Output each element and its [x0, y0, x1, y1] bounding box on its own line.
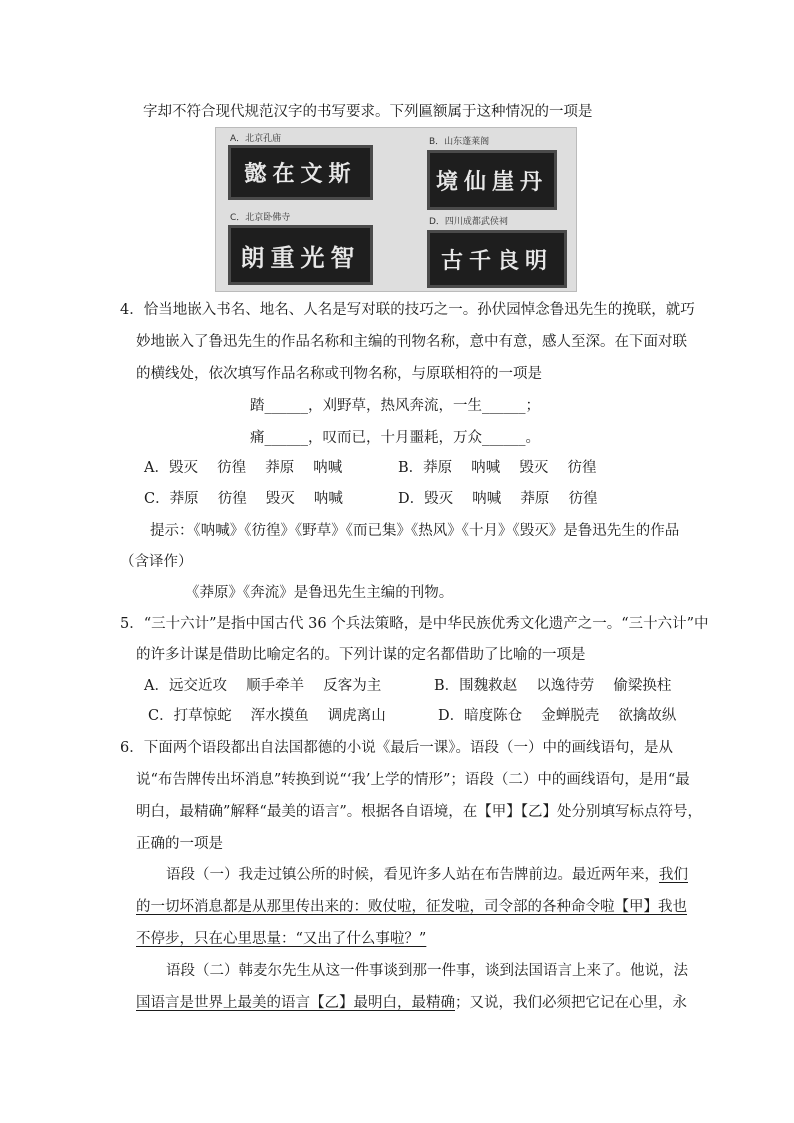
- passage-2-text: ；又说，我们必须把它记在心里，永: [455, 995, 687, 1011]
- passage-1-line-1: [166, 865, 688, 885]
- q5-line-1: 5．“三十六计”是指中国古代 36 个兵法策略，是中华民族优秀文化遗产之一。“三十六计”中: [120, 616, 709, 632]
- q4-option-c[interactable]: C．莽原 彷徨 毁灭 呐喊: [144, 491, 343, 507]
- passage-2-line-2: [136, 993, 687, 1013]
- passage-2-line-1: 语段（二）韩麦尔先生从这一件事谈到那一件事，谈到法国语言上来了。他说，法: [166, 963, 688, 979]
- plaque-c-label: C．北京卧佛寺: [230, 213, 291, 223]
- q5-option-d[interactable]: D．暗度陈仓 金蝉脱壳 欲擒故纵: [438, 708, 677, 724]
- intro-line: 字却不符合现代规范汉字的书写要求。下列匾额属于这种情况的一项是: [143, 104, 593, 120]
- q4-hint-3: 《莽原》《奔流》是鲁迅先生主编的刊物。: [185, 585, 454, 601]
- q5-line-2: 的许多计谋是借助比喻定名的。下列计谋的定名都借助了比喻的一项是: [136, 647, 586, 663]
- plaque-d-label: D．四川成都武侯祠: [429, 217, 508, 227]
- q4-option-a[interactable]: A．毁灭 彷徨 莽原 呐喊: [144, 460, 343, 476]
- passage-1-line-2: 的一切坏消息都是从那里传出来的：败仗啦，征发啦，司令部的各种命令啦【甲】我也: [136, 899, 687, 915]
- q6-line-1: 6．下面两个语段都出自法国都德的小说《最后一课》。语段（一）中的画线语句，是从: [120, 740, 673, 756]
- q6-line-4: 正确的一项是: [136, 836, 223, 852]
- q5-option-a[interactable]: A．远交近攻 顺手牵羊 反客为主: [144, 678, 382, 694]
- q4-line-2: 妙地嵌入了鲁迅先生的作品名称和主编的刊物名称，意中有意，感人至深。在下面对联: [136, 334, 687, 350]
- q4-option-b[interactable]: B．莽原 呐喊 毁灭 彷徨: [398, 460, 597, 476]
- q6-line-3: 明白，最精确”解释“最美的语言”。根据各自语境，在【甲】【乙】处分别填写标点符号，: [136, 804, 702, 820]
- plaque-c: 朗重光智: [228, 225, 373, 285]
- passage-1-line-3: 不停步，只在心里思量：“又出了什么事啦？”: [136, 931, 427, 947]
- couplet-line-2: 痛______，叹而已，十月噩耗，万众______。: [250, 430, 540, 446]
- passage-1-text-a: 语段（一）我走过镇公所的时候，看见许多人站在布告牌前边。最近两年来，: [166, 867, 659, 883]
- q4-line-3: 的横线处，依次填写作品名称或刊物名称，与原联相符的一项是: [136, 366, 542, 382]
- plaque-b-label: B．山东蓬莱阁: [429, 137, 490, 147]
- plaque-d: 古千良明: [427, 230, 567, 288]
- q4-line-1: 4．恰当地嵌入书名、地名、人名是写对联的技巧之一。孙伏园悼念鲁迅先生的挽联，就巧: [120, 302, 695, 318]
- passage-1-underlined-a: 我们: [659, 867, 688, 883]
- plaque-a: 懿在文斯: [228, 145, 373, 200]
- plaques-photo: [215, 127, 577, 292]
- couplet-line-1: 踏______，刈野草，热风奔流，一生______；: [250, 398, 540, 414]
- q4-option-d[interactable]: D．毁灭 呐喊 莽原 彷徨: [398, 491, 598, 507]
- q5-option-b[interactable]: B．围魏救赵 以逸待劳 偷梁换柱: [434, 678, 672, 694]
- q4-hint-2: （含译作）: [120, 554, 193, 570]
- q5-option-c[interactable]: C．打草惊蛇 浑水摸鱼 调虎离山: [148, 708, 386, 724]
- plaque-a-label: A．北京孔庙: [230, 134, 282, 144]
- q6-line-2: 说“布告牌传出坏消息”转换到说“‘我’上学的情形”；语段（二）中的画线语句，是用“最: [136, 772, 690, 788]
- plaque-b: 境仙崖丹: [427, 150, 557, 210]
- passage-2-underlined: 国语言是世界上最美的语言【乙】最明白，最精确: [136, 995, 455, 1011]
- q4-hint-1: 提示：《呐喊》《彷徨》《野草》《而已集》《热风》《十月》《毁灭》是鲁迅先生的作品: [150, 523, 680, 539]
